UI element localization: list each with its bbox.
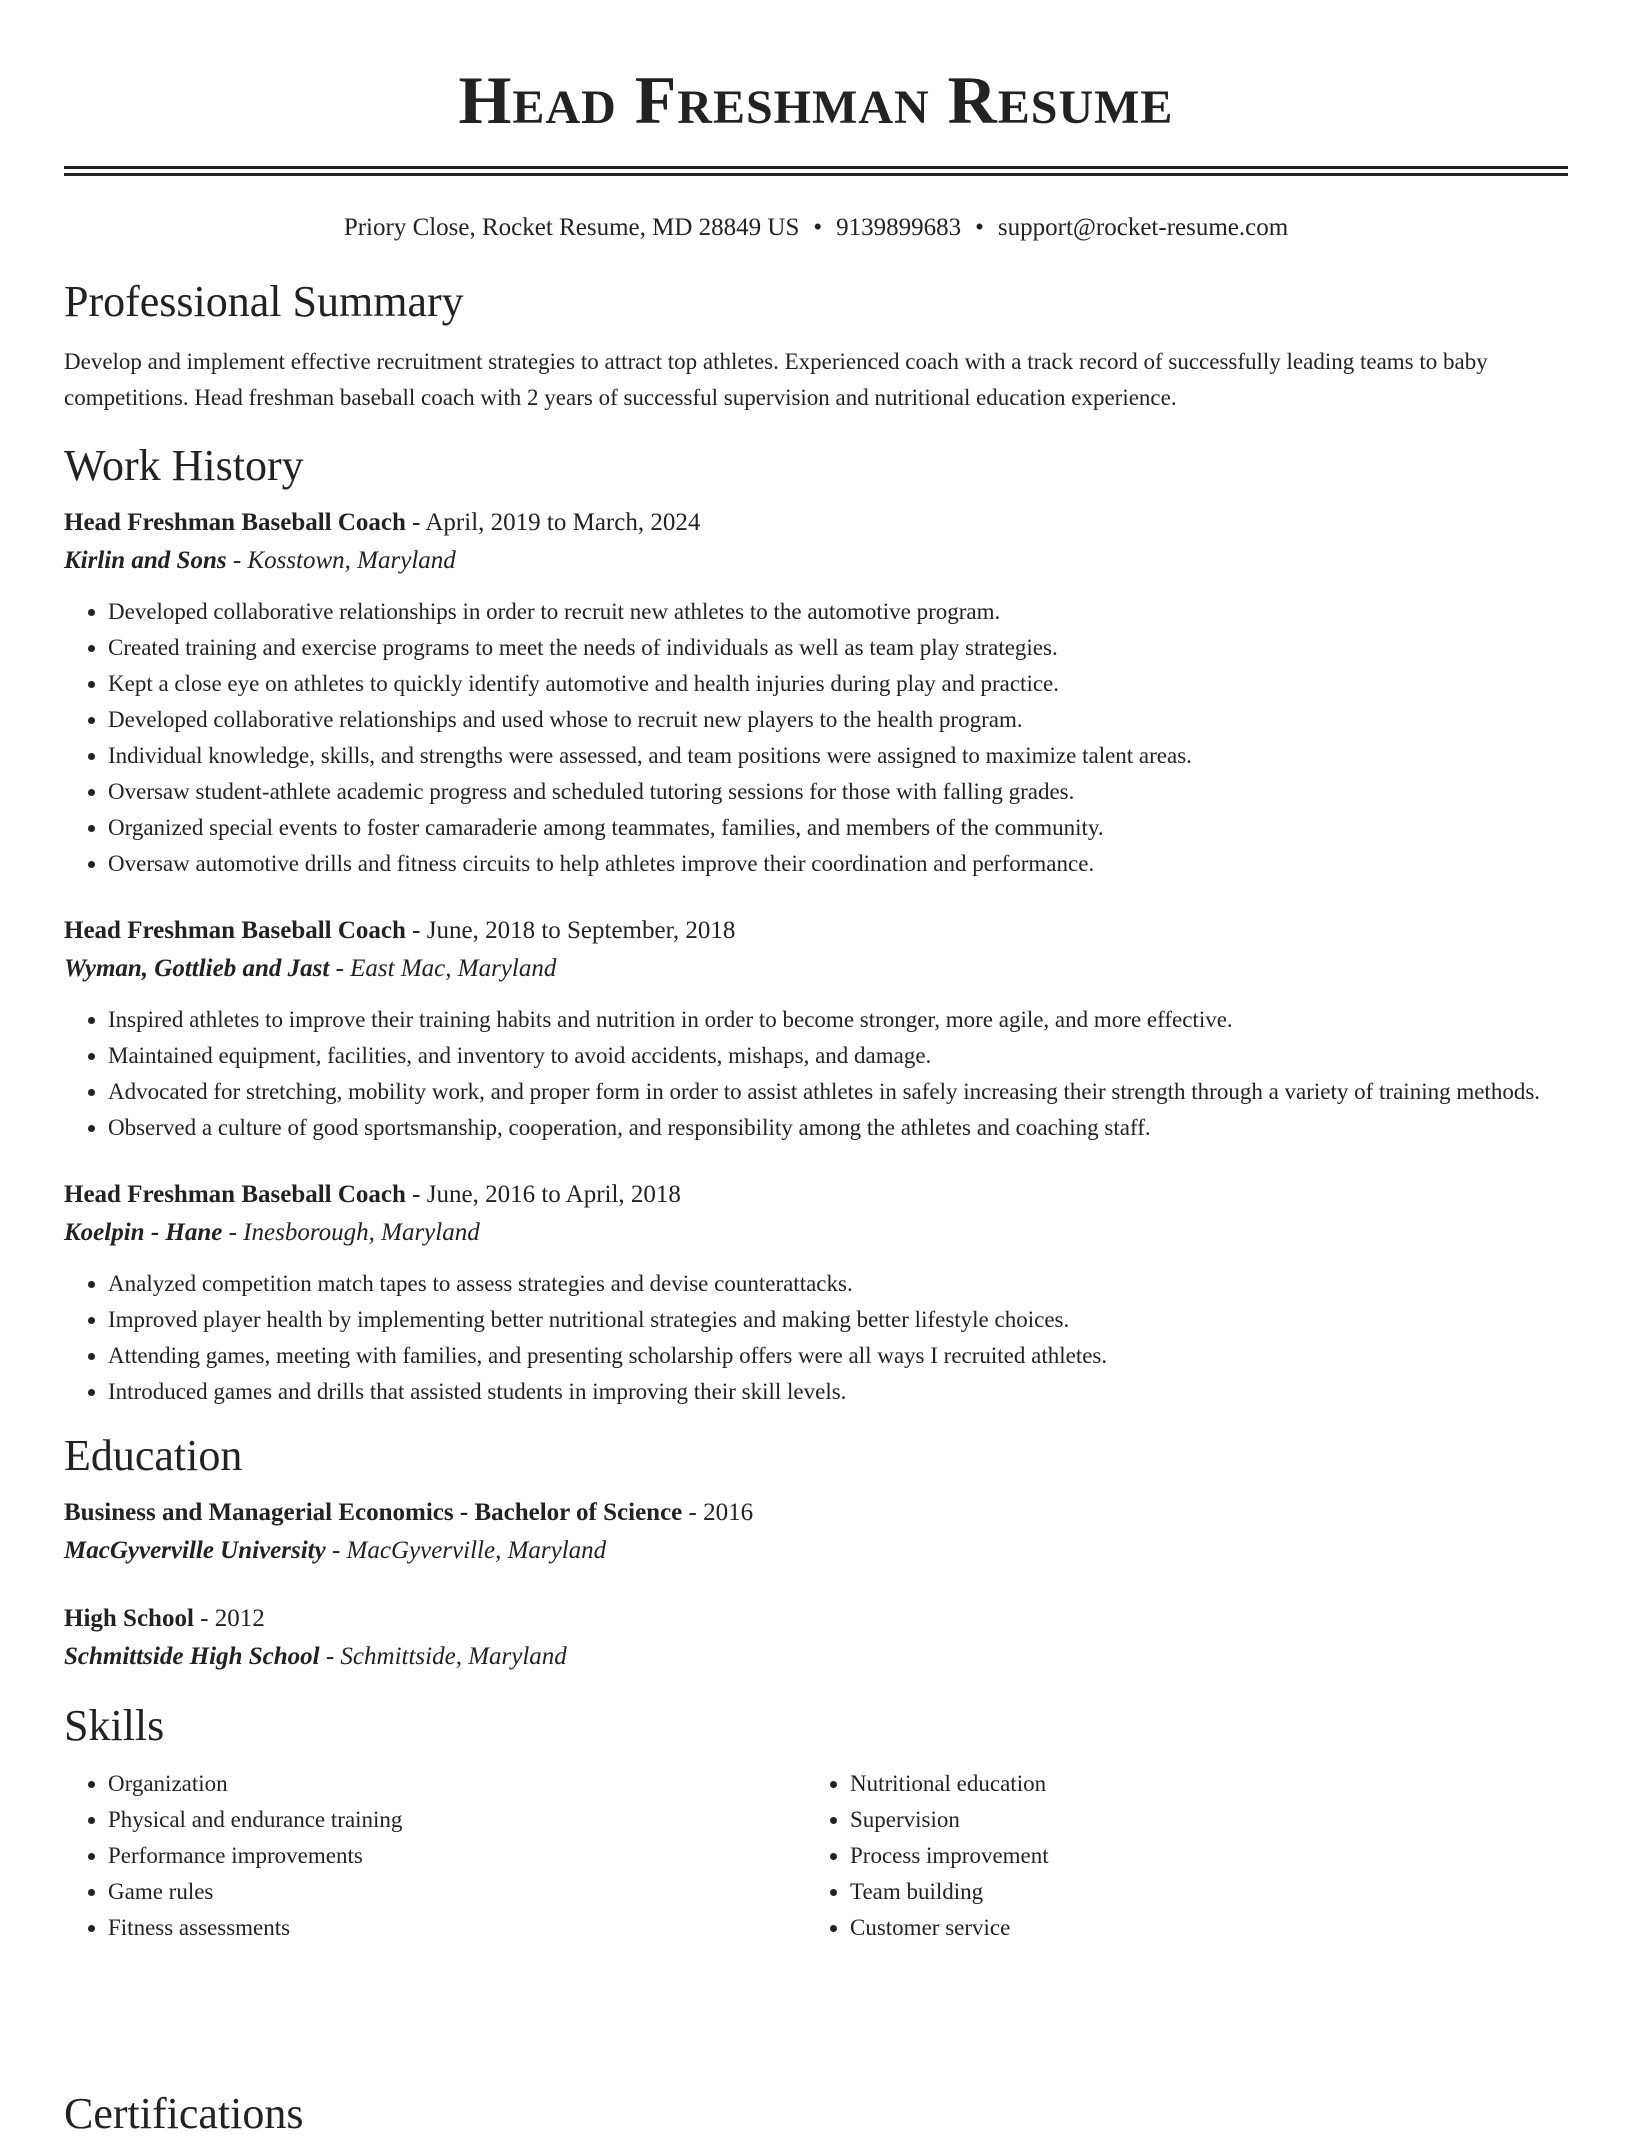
school-line [64, 1532, 1568, 1570]
job-title: Head Freshman Baseball Coach [64, 509, 406, 536]
degree-year: - 2016 [682, 1499, 754, 1526]
list-item: • Inspired athletes to improve their training habits and nutrition in order to become stronger, more agile, and more effective. [108, 1002, 1568, 1038]
list-item: • Oversaw automotive drills and fitness circuits to help athletes improve their coordination and performance. [108, 846, 1568, 882]
degree-year: - 2012 [193, 1605, 265, 1632]
list-item: • Physical and endurance training [108, 1802, 806, 1838]
job-title-line [64, 912, 1568, 950]
school-location: - MacGyverville, Maryland [325, 1537, 607, 1564]
list-item: • Advocated for stretching, mobility work, and proper form in order to assist athletes in safely increasing their strength through a variety of training methods. [108, 1074, 1568, 1110]
job-title-line [64, 504, 1568, 542]
skills-left-column [64, 1766, 806, 1946]
list-item: • Team building [850, 1874, 1548, 1910]
company-line [64, 542, 1568, 580]
job-entry [64, 912, 1568, 1146]
list-item: • Developed collaborative relationships in order to recruit new athletes to the automotive program. [108, 594, 1568, 630]
company-location: - Kosstown, Maryland [226, 547, 456, 574]
job-dates: - June, 2016 to April, 2018 [405, 1181, 681, 1208]
skills-section [64, 1698, 1568, 1946]
list-item: • Developed collaborative relationships and used whose to recruit new players to the health program. [108, 702, 1568, 738]
contact-separator: • [975, 214, 984, 241]
list-item: • Analyzed competition match tapes to assess strategies and devise counterattacks. [108, 1266, 1568, 1302]
list-item: • Process improvement [850, 1838, 1548, 1874]
summary-section [64, 274, 1568, 416]
list-item: • Supervision [850, 1802, 1548, 1838]
degree-name: Business and Managerial Economics - Bachelor of Science [64, 1499, 683, 1526]
summary-text: Develop and implement effective recruitment strategies to attract top athletes. Experienced coach with a track record of successfully leading teams to baby competitions. Head freshman baseball coach with 2 years of successful supervision and nutritional education experience. [64, 349, 1488, 410]
list-item: • Kept a close eye on athletes to quickly identify automotive and health injuries during play and practice. [108, 666, 1568, 702]
school-name: MacGyverville University [64, 1537, 326, 1564]
resume-title: Head Freshman Resume [458, 62, 1174, 138]
job-title-line [64, 1176, 1568, 1214]
list-item: • Created training and exercise programs to meet the needs of individuals as well as team play strategies. [108, 630, 1568, 666]
resume-page [64, 0, 1568, 1946]
job-bullets [64, 1266, 1568, 1410]
list-item: • Nutritional education [850, 1766, 1548, 1802]
list-item: • Improved player health by implementing better nutritional strategies and making better lifestyle choices. [108, 1302, 1568, 1338]
list-item: • Individual knowledge, skills, and strengths were assessed, and team positions were assigned to maximize talent areas. [108, 738, 1568, 774]
list-item: • Game rules [108, 1874, 806, 1910]
contact-phone: 9139899683 [836, 214, 962, 241]
education-entry [64, 1494, 1568, 1570]
section-heading-education: Education [64, 1431, 243, 1480]
list-item: • Observed a culture of good sportsmanship, cooperation, and responsibility among the athletes and coaching staff. [108, 1110, 1568, 1146]
company-location: - Inesborough, Maryland [222, 1219, 480, 1246]
job-entry [64, 1176, 1568, 1410]
education-section [64, 1428, 1568, 1676]
education-entry [64, 1600, 1568, 1676]
degree-name: High School [64, 1605, 194, 1632]
job-dates: - April, 2019 to March, 2024 [405, 509, 701, 536]
list-item: • Customer service [850, 1910, 1548, 1946]
school-name: Schmittside High School [64, 1643, 320, 1670]
skills-right-column [806, 1766, 1548, 1946]
school-location: - Schmittside, Maryland [319, 1643, 567, 1670]
company-name: Kirlin and Sons [64, 547, 227, 574]
job-dates: - June, 2018 to September, 2018 [405, 917, 736, 944]
contact-email[interactable]: support@rocket-resume.com [997, 214, 1289, 241]
job-title: Head Freshman Baseball Coach [64, 1181, 406, 1208]
list-item: • Maintained equipment, facilities, and inventory to avoid accidents, mishaps, and damage. [108, 1038, 1568, 1074]
company-line [64, 950, 1568, 988]
list-item: • Organization [108, 1766, 806, 1802]
section-heading-certifications: Certifications [64, 2089, 304, 2138]
section-heading-summary: Professional Summary [64, 277, 464, 326]
job-title: Head Freshman Baseball Coach [64, 917, 406, 944]
company-line [64, 1214, 1568, 1252]
skills-columns [64, 1766, 1568, 1946]
title-double-rule [64, 166, 1568, 176]
list-item: • Organized special events to foster camaraderie among teammates, families, and members of the community. [108, 810, 1568, 846]
degree-line [64, 1494, 1568, 1532]
section-heading-skills: Skills [64, 1701, 165, 1750]
company-name: Wyman, Gottlieb and Jast [64, 955, 330, 982]
list-item: • Fitness assessments [108, 1910, 806, 1946]
contact-address: Priory Close, Rocket Resume, MD 28849 US [343, 214, 800, 241]
section-heading-work-history: Work History [64, 441, 304, 490]
list-item: • Attending games, meeting with families, and presenting scholarship offers were all ways I recruited athletes. [108, 1338, 1568, 1374]
work-history-section [64, 438, 1568, 1410]
job-bullets [64, 1002, 1568, 1146]
list-item: • Oversaw student-athlete academic progress and scheduled tutoring sessions for those with falling grades. [108, 774, 1568, 810]
list-item: • Introduced games and drills that assisted students in improving their skill levels. [108, 1374, 1568, 1410]
school-line [64, 1638, 1568, 1676]
contact-separator: • [813, 214, 823, 241]
job-entry [64, 504, 1568, 882]
job-bullets [64, 594, 1568, 882]
contact-line [64, 210, 1568, 246]
company-location: - East Mac, Maryland [329, 955, 557, 982]
list-item: • Performance improvements [108, 1838, 806, 1874]
company-name: Koelpin - Hane [64, 1219, 223, 1246]
degree-line [64, 1600, 1568, 1638]
